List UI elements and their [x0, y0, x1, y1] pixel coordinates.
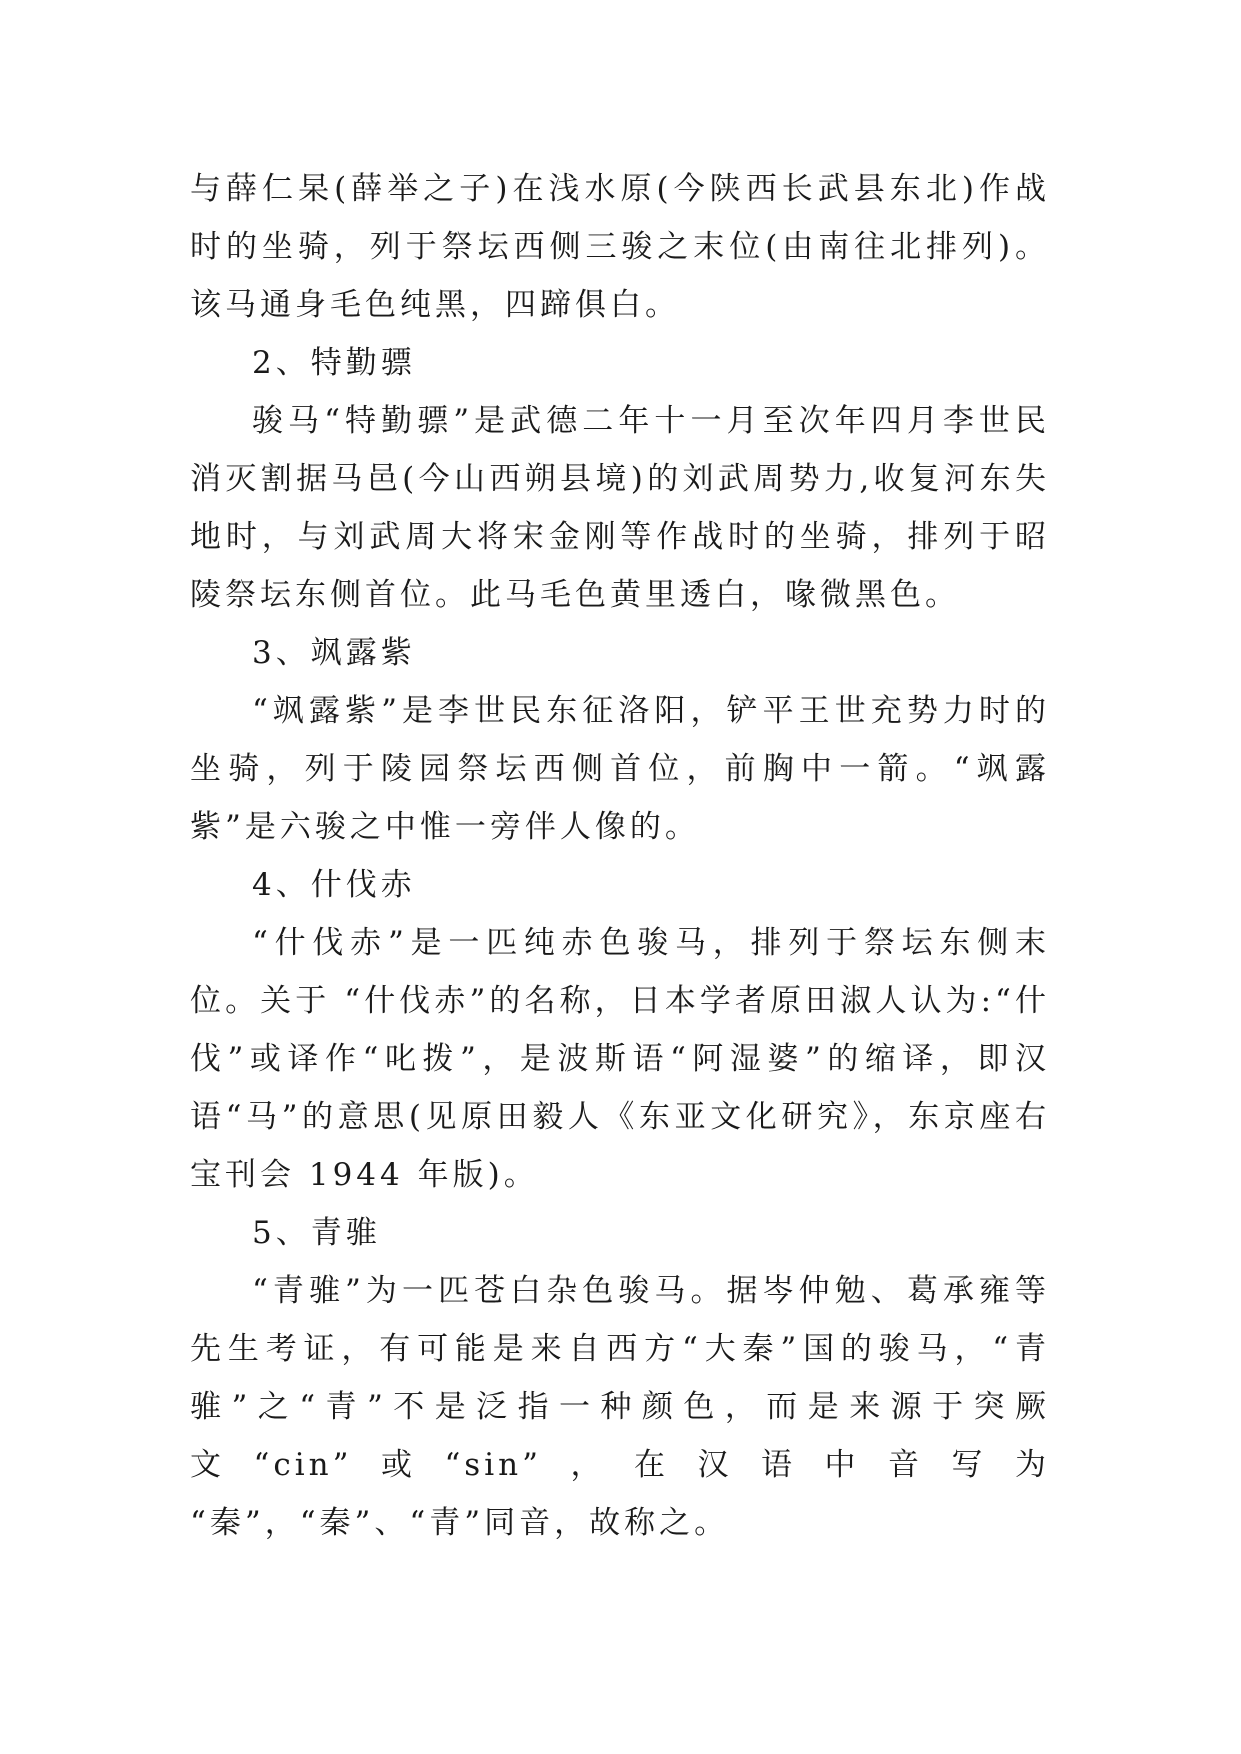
paragraph-shifachi: “什伐赤”是一匹纯赤色骏马，排列于祭坛东侧末位。关于 “什伐赤”的名称，日本学者原田淑人认为:“什伐”或译作“叱拨”，是波斯语“阿湿婆”的缩译，即汉语“马”的意思(见原田毅人《东亚文化研究》，东京座右宝刊会 1944 年版)。: [190, 925, 1050, 1193]
heading-teqinbiao: 2、特勤骠: [252, 345, 416, 381]
paragraph-qingzhuiwu-end: 与薛仁杲(薛举之子)在浅水原(今陕西长武县东北)作战时的坐骑，列于祭坛西侧三骏之末位(由南往北排列)。该马通身毛色纯黑，四蹄俱白。: [190, 171, 1050, 323]
heading-shifachi: 4、什伐赤: [252, 867, 416, 903]
heading-qingzhui: 5、青骓: [252, 1215, 381, 1251]
paragraph-saluzi: “飒露紫”是李世民东征洛阳，铲平王世充势力时的坐骑，列于陵园祭坛西侧首位，前胸中一箭。“飒露紫”是六骏之中惟一旁伴人像的。: [190, 693, 1050, 845]
paragraph-qingzhui: “青骓”为一匹苍白杂色骏马。据岑仲勉、葛承雍等先生考证，有可能是来自西方“大秦”国的骏马，“青骓”之“青”不是泛指一种颜色，而是来源于突厥文“cin”或“sin”，在汉语中音写为 “秦”，“秦”、“青”同音，故称之。: [190, 1273, 1050, 1541]
paragraph-teqinbiao: 骏马“特勤骠”是武德二年十一月至次年四月李世民消灭割据马邑(今山西朔县境)的刘武周势力,收复河东失地时，与刘武周大将宋金刚等作战时的坐骑，排列于昭陵祭坛东侧首位。此马毛色黄里透白，喙微黑色。: [190, 403, 1050, 613]
document-body: [190, 160, 1050, 1552]
heading-saluzi: 3、飒露紫: [252, 635, 416, 671]
